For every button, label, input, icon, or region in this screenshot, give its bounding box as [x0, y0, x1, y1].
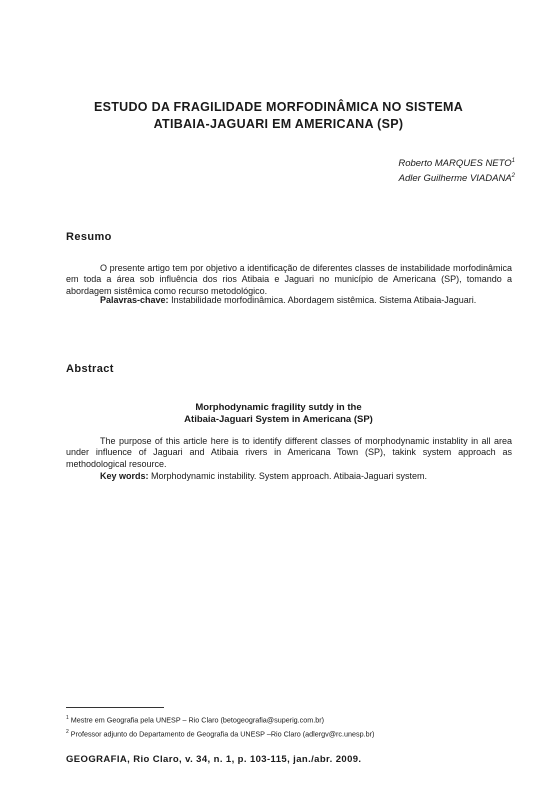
author-1-name: Roberto MARQUES NETO [398, 158, 512, 170]
footnote-divider [66, 707, 164, 708]
author-1 [398, 155, 515, 170]
footnote-2-mark: 2 [66, 729, 69, 735]
author-2 [399, 170, 515, 185]
footnote-2 [66, 727, 374, 739]
palavras-chave-label: Palavras-chave: [100, 295, 169, 305]
palavras-chave-text: Instabilidade morfodinâmica. Abordagem sistêmica. Sistema Atibaia-Jaguari. [171, 295, 477, 305]
resumo-text: O presente artigo tem por objetivo a identificação de diferentes classes de instabilidade morfodinâmica em toda a área sob influência dos rios Atibaia e Jaguari no município de Americana (SP), tomando a abordagem sistêmica como recurso metodológico. [66, 263, 512, 296]
key-words [66, 471, 512, 482]
abstract-text: The purpose of this article here is to identify different classes of morphodynamic instablity in all area under influence of Jaguari and Atibaia rivers in Americana Town (SP), takink system approach as methodological resource. [66, 436, 512, 469]
abstract-title-line-2: Atibaia-Jaguari System in Americana (SP) [184, 414, 373, 425]
author-2-note: 2 [511, 173, 515, 179]
abstract-title [60, 402, 497, 426]
key-words-text: Morphodynamic instability. System approach. Atibaia-Jaguari system. [151, 471, 427, 481]
title-line-2: ATIBAIA-JAGUARI EM AMERICANA (SP) [153, 117, 404, 131]
footnote-1-mark: 1 [66, 715, 69, 721]
footnote-2-text: Professor adjunto do Departamento de Geografia da UNESP –Rio Claro (adlergv@rc.unesp.br) [70, 729, 375, 739]
resumo-heading: Resumo [66, 231, 112, 243]
abstract-title-line-1: Morphodynamic fragility sutdy in the [195, 402, 362, 413]
abstract-heading: Abstract [66, 363, 114, 375]
footnote-1-text: Mestre em Geografia pela UNESP – Rio Claro (betogeografia@superig.com.br) [70, 715, 325, 725]
article-title [40, 99, 517, 133]
palavras-chave [66, 295, 512, 306]
author-1-note: 1 [511, 158, 515, 164]
key-words-label: Key words: [100, 471, 149, 481]
title-line-1: ESTUDO DA FRAGILIDADE MORFODINÂMICA NO SISTEMA [93, 100, 464, 114]
footnote-1 [66, 713, 324, 725]
journal-citation: GEOGRAFIA, Rio Claro, v. 34, n. 1, p. 103-115, jan./abr. 2009. [66, 754, 362, 765]
author-2-name: Adler Guilherme VIADANA [398, 173, 512, 185]
